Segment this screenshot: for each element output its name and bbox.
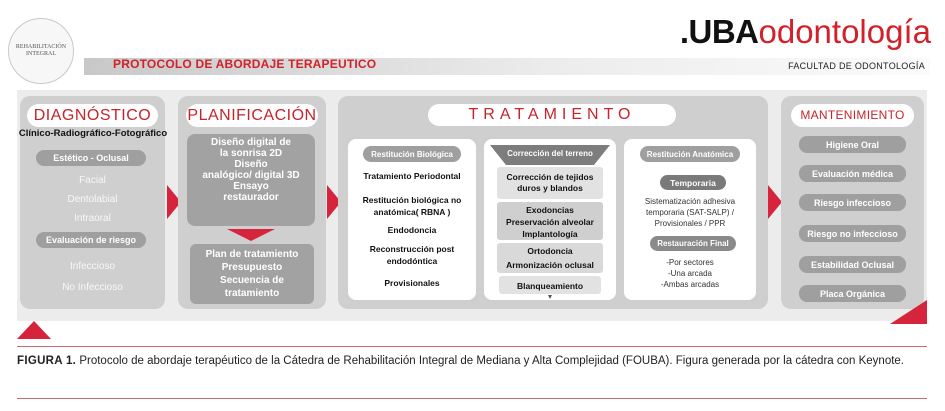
planificacion-title-pill xyxy=(186,104,318,127)
arrow-down-icon xyxy=(227,229,275,241)
corner-triangle-right xyxy=(890,300,927,324)
biologica-item: Restitución biológica no anatómica( RBNA ) xyxy=(362,195,462,217)
mantenimiento-title-pill xyxy=(791,104,914,127)
biologica-item: Provisionales xyxy=(384,278,440,288)
diagnostico-item: Dentolabial xyxy=(67,194,118,205)
plan-line: Plan de tratamiento xyxy=(205,249,299,260)
restauracion-final-button[interactable]: Restauración Final xyxy=(650,236,736,251)
temporaria-button[interactable]: Temporaria xyxy=(660,175,726,190)
planificacion-title: PLANIFICACIÓN xyxy=(187,107,317,124)
restitucion-biologica-card xyxy=(348,139,476,300)
tratamiento-title-pill xyxy=(428,104,676,126)
diagnostico-item: Infeccioso xyxy=(69,261,116,272)
restitucion-biologica-header[interactable]: Restitución Biológica xyxy=(363,146,461,162)
protocol-title: PROTOCOLO DE ABORDAJE TERAPEUTICO xyxy=(113,57,377,71)
caption-top-rule xyxy=(17,346,927,347)
biologica-item: Tratamiento Periodontal xyxy=(363,171,461,181)
diseno-line: la sonrisa 2D xyxy=(219,148,283,159)
brand-suffix: odontología xyxy=(758,13,931,50)
seal-text: REHABILITACIÓN INTEGRAL xyxy=(15,43,67,57)
caption-label: FIGURA 1. xyxy=(17,355,77,367)
diagnostico-title-pill xyxy=(27,104,158,127)
terreno-item: Corrección de tejidos duros y blandos xyxy=(506,172,594,193)
caption-text: Protocolo de abordaje terapéutico de la Cátedra de Rehabilitación Integral de Mediana y Alta Complejidad (FOUBA). Figura generada por la cátedra con Keynote. xyxy=(79,355,905,367)
caption-bottom-rule xyxy=(17,398,927,399)
temporaria-desc: Sistematización adhesiva temporaria (SAT-SALP) / Provisionales / PPR xyxy=(644,197,736,228)
brand-prefix: .UBA xyxy=(679,13,759,50)
terreno-item: Exodoncias xyxy=(526,205,574,215)
terreno-item: Armonización oclusal xyxy=(506,260,594,270)
mantenimiento-item-higiene[interactable]: Higiene Oral xyxy=(799,136,906,153)
biologica-item: Endodoncia xyxy=(387,225,437,235)
diseno-line: restaurador xyxy=(223,192,279,203)
uba-odontologia-logo xyxy=(680,14,931,50)
diseno-line: analógico/ digital 3D xyxy=(202,170,300,181)
diagnostico-item: Facial xyxy=(79,175,106,186)
terreno-header[interactable]: Corrección del terreno xyxy=(507,149,593,158)
diseno-line: Ensayo xyxy=(233,181,269,192)
evaluacion-riesgo-button[interactable]: Evaluación de riesgo xyxy=(36,232,146,248)
rehabilitacion-integral-seal xyxy=(8,18,74,84)
plan-tratamiento-block xyxy=(190,244,314,304)
terreno-item: Preservación alveolar xyxy=(506,217,594,227)
final-item: -Ambas arcadas xyxy=(660,280,720,289)
diseno-block xyxy=(187,134,315,226)
terreno-item: Ortodoncia xyxy=(527,246,573,256)
diseno-line: Diseño digital de xyxy=(210,137,291,148)
faculty-label: FACULTAD DE ODONTOLOGÍA xyxy=(788,61,925,71)
plan-line: tratamiento xyxy=(224,288,280,299)
diagnostico-subtitle: Clínico-Radiográfico-Fotográfico xyxy=(18,128,168,139)
terreno-item: Implantología xyxy=(522,229,578,239)
plan-line: Presupuesto xyxy=(221,262,283,273)
diagnostico-title: DIAGNÓSTICO xyxy=(33,107,152,124)
mantenimiento-title: MANTENIMIENTO xyxy=(800,108,905,122)
corner-triangle-left xyxy=(17,321,51,339)
biologica-item: Reconstrucción post endodóntica xyxy=(369,244,455,266)
mantenimiento-item-evaluacion[interactable]: Evaluación médica xyxy=(799,165,906,182)
arrow-right-icon xyxy=(768,185,782,219)
mantenimiento-item-estabilidad[interactable]: Estabilidad Oclusal xyxy=(799,256,906,273)
mantenimiento-item-placa[interactable]: Placa Orgánica xyxy=(799,285,906,302)
figure-caption xyxy=(17,353,927,369)
estetico-oclusal-button[interactable]: Estético - Oclusal xyxy=(36,150,146,166)
diseno-line: Diseño xyxy=(234,159,268,170)
diagnostico-item: No Infeccioso xyxy=(62,282,123,293)
terreno-item: Blanqueamiento xyxy=(516,281,584,291)
restitucion-anatomica-header[interactable]: Restitución Anatómica xyxy=(640,146,740,162)
diagnostico-item: Intraoral xyxy=(74,213,111,224)
mantenimiento-item-riesgo-no-infeccioso[interactable]: Riesgo no infeccioso xyxy=(799,225,906,242)
final-item: -Por sectores xyxy=(666,258,714,267)
mantenimiento-item-riesgo-infeccioso[interactable]: Riesgo infeccioso xyxy=(799,194,906,211)
plan-line: Secuencia de xyxy=(220,275,284,286)
final-item: -Una arcada xyxy=(667,269,713,278)
funnel-tip xyxy=(548,295,552,299)
tratamiento-title: TRATAMIENTO xyxy=(468,106,636,123)
